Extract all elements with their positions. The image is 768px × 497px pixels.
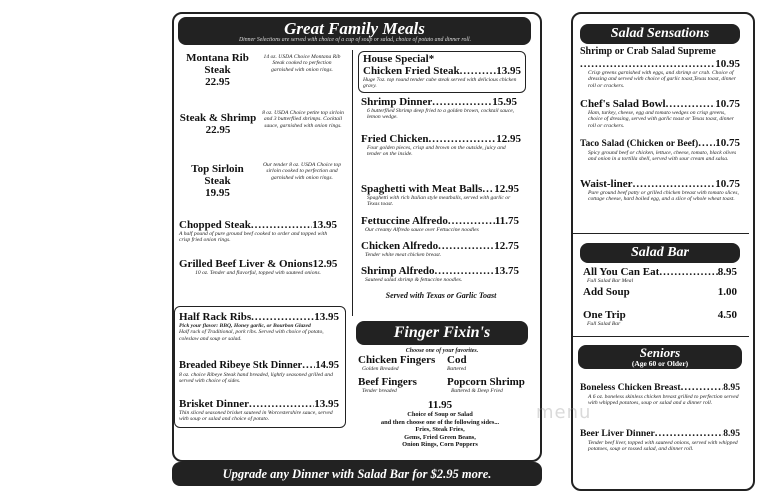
- item-name: Waist-liner: [580, 178, 633, 190]
- salad-item: [580, 178, 740, 203]
- item-name: Spaghetti with Meat Balls: [361, 183, 483, 195]
- item-name: Chicken Alfredo: [361, 240, 439, 252]
- item-price: 13.75: [494, 265, 519, 277]
- finger-item: [358, 376, 417, 394]
- menu-item: [179, 258, 337, 276]
- menu-item: [361, 183, 519, 208]
- sides-line: Choice of Soup or Salad: [407, 411, 473, 418]
- item-desc: Full Salad Bar Meal: [587, 278, 634, 284]
- salad-bar-title: Salad Bar: [631, 245, 689, 260]
- item-price: 8.95: [723, 382, 740, 393]
- item-name: Cod: [447, 354, 467, 366]
- salad-bar-banner: [580, 243, 740, 263]
- salad-item: [580, 46, 740, 89]
- item-name: Popcorn Shrimp: [447, 376, 525, 388]
- bar-item: [583, 309, 737, 327]
- item-name: All You Can Eat: [583, 266, 660, 278]
- finger-sides: [356, 411, 524, 449]
- menu-item: [361, 215, 519, 233]
- finger-item: [358, 354, 435, 372]
- item-name: Chopped Steak: [179, 219, 251, 231]
- item-price: 12.95: [494, 183, 519, 195]
- sides-line: Fries, Steak Fries,: [415, 426, 465, 434]
- menu-item: [179, 398, 339, 423]
- house-special-label: House Special*: [363, 53, 435, 65]
- item-name: Taco Salad (Chicken or Beef): [580, 139, 699, 149]
- item-name: Brisket Dinner: [179, 398, 249, 410]
- item-price: 10.75: [715, 178, 740, 190]
- item-desc: Spaghetti with rich Italian style meatballs, served with garlic or Texas toast.: [367, 195, 511, 208]
- item-sub: Battered & Deep Fried: [451, 388, 503, 394]
- item-desc: Huge 7oz. top round tender cube steak served with delicious chicken gravy.: [363, 77, 517, 90]
- steak-item: [180, 52, 255, 88]
- finger-fixins-banner: [356, 321, 528, 345]
- item-price: 13.95: [312, 219, 337, 231]
- item-desc: Our creamy Alfredo sauce over Fettuccine noodles: [365, 227, 479, 233]
- item-name: Shrimp or Crab Salad Supreme: [580, 46, 716, 57]
- item-price: 1.00: [717, 286, 737, 298]
- item-sub: Tender breaded: [362, 388, 397, 394]
- salad-sensations-title: Salad Sensations: [610, 26, 710, 41]
- item-name: Fettuccine Alfredo: [361, 215, 448, 227]
- item-name: Fried Chicken: [361, 133, 429, 145]
- sides-line: and then choose one of the following sides...: [380, 418, 500, 426]
- item-desc: Tender white meat chicken breast.: [365, 252, 442, 258]
- item-price: 15.95: [492, 96, 517, 108]
- item-price: 19.95: [205, 187, 230, 199]
- item-sub: Golden Breaded: [362, 366, 399, 372]
- item-desc: 8 oz. choice Ribeye Steak hand breaded, lightly seasoned grilled and served with choice of sides.: [179, 372, 333, 385]
- item-name: Shrimp Dinner: [361, 96, 433, 108]
- item-desc: Ham, turkey, cheese, egg and tomato wedges on crisp greens, choice of dressing, served with garlic toast or Texas toast, dinner roll or crackers.: [588, 110, 734, 129]
- item-desc: Pure ground beef patty or grilled chicken breast with tomato slices, cottage cheese, hard boiled egg, and a slice of whole wheat toast.: [588, 190, 739, 203]
- seniors-item: [580, 427, 740, 453]
- item-name: Boneless Chicken Breast: [580, 382, 681, 393]
- finger-item: [447, 354, 467, 372]
- menu-item: [179, 359, 339, 385]
- sides-line: Onion Rings, Corn Poppers: [402, 441, 478, 449]
- item-name: Shrimp Alfredo: [361, 265, 435, 277]
- item-desc-bold: Pick your flavor: BBQ, Honey garlic, or Bourbon Glazed: [179, 323, 311, 329]
- item-name: Chicken Fingers: [358, 354, 436, 366]
- item-sub: Battered: [447, 366, 467, 372]
- item-price: 11.75: [494, 215, 519, 227]
- item-price: 22.95: [205, 124, 231, 136]
- item-name: Grilled Beef Liver & Onions: [179, 258, 313, 270]
- item-desc: 6 butterflied Shrimp deep fried to a golden brown, cocktail sauce, lemon wedge.: [367, 108, 515, 121]
- item-desc: Sauteed salad shrimp & fettuccine noodles.: [365, 277, 463, 283]
- salad-item: [580, 98, 740, 129]
- house-special: [363, 53, 521, 90]
- item-desc: Tender beef liver, topped with sauteed onions, served with whipped potatoes, soup or tossed salad, and dinner roll.: [588, 440, 738, 453]
- item-name: Beef Fingers: [358, 376, 417, 388]
- item-desc: 8 oz. USDA Choice petite top sirloin and 3 butterflied shrimps. Cocktail sauce, garnished with onion rings.: [262, 110, 344, 129]
- item-price: 4.50: [717, 309, 737, 321]
- finger-choose: Choose one of your favorites.: [405, 348, 479, 354]
- family-meals-title: Great Family Meals: [284, 19, 425, 38]
- item-name: Chicken Fried Steak: [363, 65, 460, 77]
- finger-item: [447, 376, 525, 394]
- item-price: 22.95: [205, 76, 230, 88]
- item-price: 8.95: [723, 428, 740, 439]
- salad-sensations-banner: [580, 24, 740, 44]
- bar-item: [583, 286, 737, 298]
- watermark: menu: [536, 402, 592, 423]
- right-divider: [573, 336, 749, 337]
- steak-item: [176, 112, 260, 136]
- item-price: 14.95: [315, 360, 339, 371]
- item-price: 8.95: [717, 266, 737, 278]
- item-price: 12.75: [494, 240, 519, 252]
- seniors-banner: [578, 345, 742, 369]
- item-price: 12.95: [496, 133, 521, 145]
- item-price: 13.95: [314, 398, 339, 410]
- item-name: Breaded Ribeye Stk Dinner: [179, 360, 303, 371]
- item-name: Steak & Shrimp: [179, 112, 257, 124]
- item-desc: A 6 oz. boneless skinless chicken breast grilled to perfection served with whipped potatoes, soup or salad and a dinner roll.: [588, 394, 739, 407]
- item-price: 13.95: [496, 65, 521, 77]
- steak-item: [180, 163, 255, 199]
- texas-toast-note: Served with Texas or Garlic Toast: [385, 291, 497, 300]
- menu-item: [361, 265, 519, 283]
- seniors-subtitle: (Age 60 or Older): [631, 359, 689, 368]
- menu-item: [361, 240, 519, 258]
- seniors-item: [580, 381, 740, 407]
- menu-item: [179, 219, 337, 244]
- item-desc: Thin sliced seasoned brisket sauteed in Worcestershire sauce, served with soup or salad and choice of potato.: [179, 410, 333, 423]
- family-meals-subtitle: Dinner Selections are served with choice of a cup of soup or salad, choice of potato and dinner roll.: [238, 37, 472, 43]
- item-name: Chef's Salad Bowl: [580, 98, 666, 110]
- seniors-title: Seniors: [639, 345, 681, 360]
- bar-item: [583, 266, 737, 284]
- item-desc: Spicy ground beef or chicken, lettuce, cheese, tomato, black olives and onion in a tortilla shell, served with sour cream and salsa.: [588, 150, 737, 163]
- finger-fixins-title: Finger Fixin's: [393, 324, 491, 341]
- item-name: Half Rack Ribs: [179, 311, 252, 323]
- item-price: 10.75: [715, 98, 740, 110]
- upgrade-banner: [172, 462, 542, 486]
- item-desc: Our tender 8 oz. USDA Choice top sirloin cooked to perfection and garnished with onion rings.: [262, 162, 342, 181]
- item-desc: Full Salad Bar: [587, 321, 621, 327]
- sides-line: Gems, Fried Green Beans,: [404, 433, 476, 441]
- item-name: One Trip: [583, 309, 626, 321]
- menu-item: [361, 96, 517, 121]
- right-divider: [573, 233, 749, 234]
- item-price: 10.95: [715, 58, 740, 70]
- item-desc: Four golden pieces, crisp and brown on the outside, juicy and tender on the inside.: [367, 145, 506, 158]
- finger-price: 11.95: [427, 399, 453, 411]
- item-name: Beer Liver Dinner: [580, 428, 655, 439]
- item-desc: A half pound of pure ground beef cooked to order and topped with crisp fried onion rings.: [179, 231, 328, 244]
- salad-item: [580, 137, 740, 163]
- item-desc: Crisp greens garnished with eggs, and shrimp or crab. Choice of dressing and served with choice of garlic toast,Texas toast, dinner roll or crackers.: [588, 70, 736, 89]
- item-desc: 14 oz. USDA Choice Montana Rib Steak cooked to perfection garnished with onion rings.: [263, 54, 341, 73]
- upgrade-text: Upgrade any Dinner with Salad Bar for $2.95 more.: [222, 467, 492, 481]
- menu-item: [179, 311, 339, 342]
- menu-item: [361, 133, 521, 158]
- item-price: 12.95: [312, 258, 337, 270]
- item-price: 13.95: [314, 311, 339, 323]
- item-name: Top Sirloin Steak: [191, 163, 244, 187]
- column-divider: [352, 50, 353, 316]
- item-name: Montana Rib Steak: [186, 52, 249, 76]
- item-name: Add Soup: [583, 286, 630, 298]
- item-desc: Half rack of Traditional, pork ribs. Served with choice of potato, coleslaw and soup or salad.: [179, 329, 324, 342]
- item-price: 10.75: [715, 137, 740, 149]
- item-desc: 10 oz. Tender and flavorful, topped with sauteed onions.: [195, 270, 321, 276]
